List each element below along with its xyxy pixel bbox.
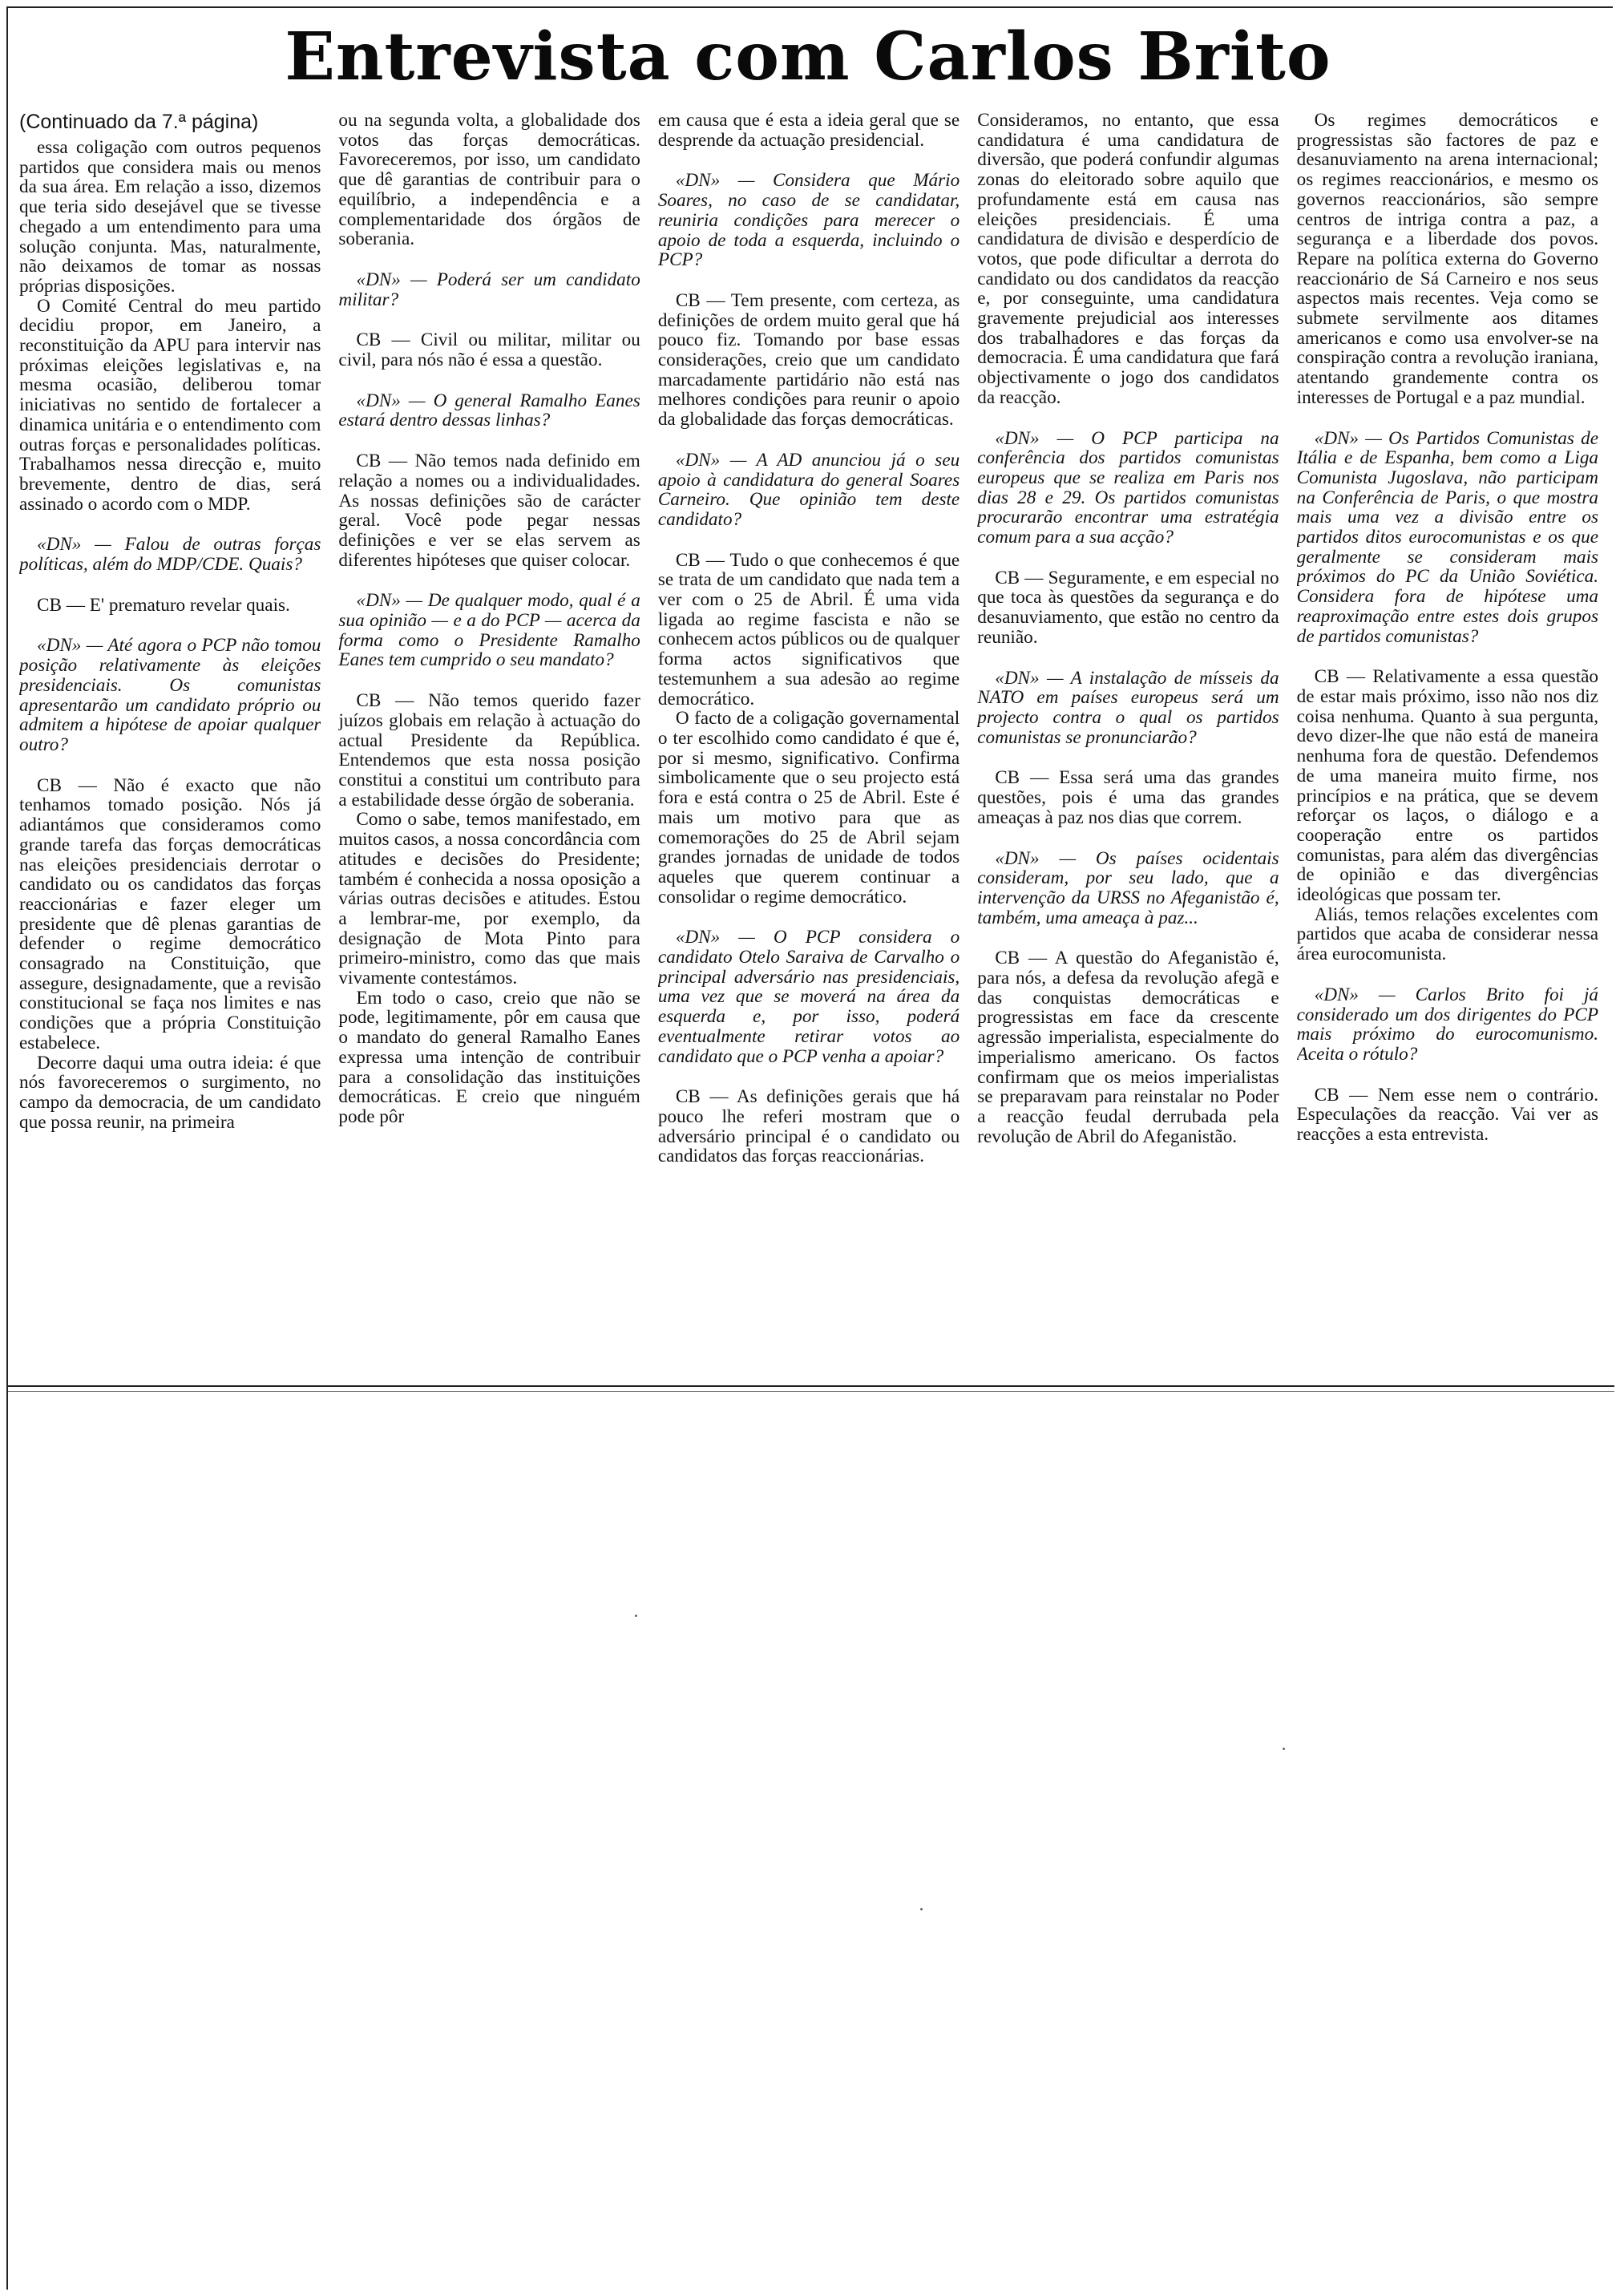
answer-paragraph: CB — Essa será uma das grandes questões, pois é uma das grandes ameaças à paz nos dias que correm. [977, 767, 1279, 828]
answer-paragraph: Os regimes democráticos e progressistas são factores de paz e desanuviamento na arena internacional; os regimes reaccionários, e mesmo os governos reaccionários, são sempre centros de intriga contra a paz, a segurança e a liberdade dos povos. Repare na política externa do Governo reaccionário de Sá Carneiro e nos seus aspectos mais recentes. Veja como se submete servilmente aos ditames americanos e como usa envolver-se na conspiração contra a revolução iraniana, atentando grandemente contra os interesses de Portugal e a paz mundial. [1296, 111, 1599, 408]
answer-paragraph: CB — Nem esse nem o contrário. Especulações da reacção. Vai ver as reacções a esta entrevista. [1296, 1084, 1599, 1146]
answer-paragraph: CB — Tudo o que conhecemos é que se trata de um candidato que nada tem a ver com o 25 de Abril. É uma vida ligada ao regime fascista e não se conhecem actos públicos ou de qualquer forma actos significativos que testemunhem a sua adesão ao regime democrático. [657, 549, 960, 709]
answer-paragraph: CB — Não é exacto que não tenhamos tomado posição. Nós já adiantámos que consideramos como grande tarefa das forças democráticas nas eleições presidenciais derrotar o candidato ou os candidatos das forças reaccionárias e fazer eleger um presidente que dê plenas garantias de defender o regime democrático consagrado na Constituição, que assegure, designadamente, que a revisão constitucional se faça nos limites e nas condições que a própria Constituição estabelece. [19, 774, 321, 1053]
answer-paragraph: CB — Civil ou militar, militar ou civil, para nós não é essa a questão. [338, 329, 640, 371]
interview-question: «DN» — O general Ramalho Eanes estará dentro dessas linhas? [338, 390, 640, 431]
interview-question: «DN» — Os países ocidentais consideram, por seu lado, que a intervenção da URSS no Afeganistão é, também, uma ameaça à paz... [977, 847, 1279, 928]
article-title: Entrevista com Carlos Brito [285, 18, 1331, 95]
interview-question: «DN» — O PCP participa na conferência dos partidos comunistas europeus que se realiza em Paris nos dias 28 e 29. Os partidos comunistas procurarão encontrar uma estratégia comum para a sua acção? [977, 427, 1279, 548]
scan-speck [1283, 1748, 1285, 1750]
interview-question: «DN» — Poderá ser um candidato militar? [338, 269, 640, 310]
answer-paragraph: Como o sabe, temos manifestado, em muitos casos, a nossa concordância com atitudes e decisões do Presidente; também é conhecida a nossa oposição a várias outras decisões e atitudes. Estou a lembrar-me, por exemplo, da designação de Mota Pinto para primeiro-ministro, como das que mais vivamente contestámos. [338, 809, 640, 989]
answer-paragraph: CB — Seguramente, e em especial no que toca às questões da segurança e do desanuviamento, que estão no centro da reunião. [977, 567, 1279, 648]
answer-paragraph: O facto de a coligação governamental o ter escolhido como candidato é que é, por si mesmo, significativo. Confirma simbolicamente que o seu projecto está fora e está contra o 25 de Abril. Este é mais um motivo para que as comemorações do 25 de Abril sejam grandes jornadas de unidade de todos aqueles que querem continuar a consolidar o regime democrático. [657, 708, 960, 907]
column-3 [658, 111, 960, 1371]
answer-paragraph: Aliás, temos relações excelentes com partidos que acaba de considerar nessa área eurocomunista. [1296, 903, 1599, 965]
answer-paragraph: Decorre daqui uma outra ideia: é que nós favoreceremos o surgimento, no campo da democracia, de um candidato que possa reunir, na primeira [19, 1052, 321, 1133]
column-1 [19, 111, 321, 1371]
answer-paragraph: em causa que é esta a ideia geral que se desprende da actuação presidencial. [657, 111, 960, 151]
column-2 [338, 111, 640, 1371]
article-bottom-rule [8, 1385, 1614, 1387]
interview-question: «DN» — Os Partidos Comunistas de Itália e de Espanha, bem como a Liga Comunista Jugoslava, não participam na Conferência de Paris, o que mostra mais uma vez a divisão entre os partidos ditos eurocomunistas e os que geralmente se consideram mais próximos do PC da União Soviética. Considera fora de hipótese uma reaproximação entre estes dois grupos de partidos comunistas? [1296, 427, 1599, 647]
page-top-border [6, 6, 1613, 8]
article-bottom-rule-thin [8, 1391, 1614, 1392]
answer-paragraph: CB — E' prematuro revelar quais. [37, 594, 290, 616]
answer-paragraph: CB — Relativamente a essa questão de estar mais próximo, isso não nos diz coisa nenhuma. Quanto à sua pergunta, devo dizer-lhe que não está de maneira nenhuma fora de questão. Defendemos de uma maneira muito firme, nos princípios e na prática, que se devem reforçar os laços, o diálogo e a cooperação entre os partidos comunistas, para além das divergências de opinião e das divergências ideológicas que possam ter. [1296, 666, 1599, 906]
interview-question: «DN» — De qualquer modo, qual é a sua opinião — e a do PCP — acerca da forma como o Presidente Ramalho Eanes tem cumprido o seu mandato? [338, 590, 640, 671]
answer-paragraph: Em todo o caso, creio que não se pode, legitimamente, pôr em causa que o mandato do general Ramalho Eanes expressa uma intenção de contribuir para a consolidação das instituições democráticas. E creio que ninguém pode pôr [338, 987, 640, 1127]
interview-question: «DN» — O PCP considera o candidato Otelo Saraiva de Carvalho o principal adversário nas presidenciais, uma vez que se moverá na área da esquerda e, por isso, poderá eventualmente retirar votos ao candidato que o PCP venha a apoiar? [657, 927, 960, 1067]
continued-from-note: (Continuado da 7.ª página) [19, 111, 259, 133]
column-4 [977, 111, 1279, 1371]
scan-speck [920, 1908, 923, 1910]
answer-paragraph: Consideramos, no entanto, que essa candidatura é uma candidatura de diversão, que poderá confundir algumas zonas do eleitorado sobre aquilo que profundamente está em causa nas eleições presidenciais. É uma candidatura de divisão e desperdício de votos, que pode dificultar a derrota do candidato ou dos candidatos da reacção e, por conseguinte, uma candidatura gravemente prejudicial aos interesses dos trabalhadores e das forças da democracia. É uma candidatura que fará objectivamente o jogo dos candidatos da reacção. [977, 111, 1279, 408]
answer-paragraph: CB — Não temos nada definido em relação a nomes ou a individualidades. As nossas definições são de carácter geral. Você pode pegar nessas definições e ver se elas servem as diferentes hipóteses que quiser colocar. [338, 451, 640, 571]
interview-question: «DN» — Considera que Mário Soares, no caso de se candidatar, reuniria condições para merecer o apoio de toda a esquerda, incluindo o PCP? [657, 170, 960, 271]
answer-paragraph: CB — Tem presente, com certeza, as definições de ordem muito geral que há pouco fiz. Tomando por base essas considerações, creio que um candidato marcadamente partidário não está nas melhores condições para reunir o apoio da globalidade das forças democráticas. [657, 289, 960, 430]
answer-paragraph: CB — As definições gerais que há pouco lhe referi mostram que o adversário principal é o candidato ou candidatos das forças reaccionárias. [657, 1086, 960, 1167]
scan-speck [635, 1615, 637, 1617]
interview-question: «DN» — A instalação de mísseis da NATO em países europeus será um projecto contra o qual os partidos comunistas se pronunciarão? [977, 667, 1279, 748]
interview-question: «DN» — Falou de outras forças políticas, além do MDP/CDE. Quais? [19, 534, 321, 576]
answer-paragraph: CB — A questão do Afeganistão é, para nós, a defesa da revolução afegã e das conquistas democráticas e progressistas em face da crescente agressão imperialista, especialmente do imperialismo americano. Os factos confirmam que os meios imperialistas se preparavam para reinstalar no Poder a reacção feudal derrubada pela revolução de Abril do Afeganistão. [977, 948, 1279, 1147]
answer-paragraph: ou na segunda volta, a globalidade dos votos das forças democráticas. Favoreceremos, por isso, um candidato que dê garantias de contribuir para o equilíbrio, a independência e a complementaridade dos órgãos de soberania. [338, 111, 640, 250]
page-left-border [6, 6, 8, 2290]
interview-question: «DN» — Até agora o PCP não tomou posição relativamente às eleições presidenciais. Os comunistas apresentarão um candidato próprio ou admitem a hipótese de apoiar qualquer outro? [19, 635, 321, 755]
interview-question: «DN» — A AD anunciou já o seu apoio à candidatura do general Soares Carneiro. Que opinião tem deste candidato? [657, 449, 960, 530]
column-5 [1297, 111, 1598, 1371]
answer-paragraph: essa coligação com outros pequenos partidos que considera mais ou menos da sua área. Em relação a isso, dizemos que teria sido desejável que se tivesse chegado a um entendimento para uma solução conjunta. Mas, naturalmente, não deixamos de tomar as nossas próprias disposições. [19, 137, 321, 297]
article-columns [19, 111, 1598, 1371]
interview-question: «DN» — Carlos Brito foi já considerado um dos dirigentes do PCP mais próximo do eurocomunismo. Aceita o rótulo? [1296, 984, 1599, 1065]
answer-paragraph: O Comité Central do meu partido decidiu propor, em Janeiro, a reconstituição da APU para intervir nas próximas eleições legislativas e, na mesma ocasião, deliberou tomar iniciativas no sentido de fortalecer a dinamica unitária e o entendimento com outras forças e personalidades políticas. Trabalhamos nessa direcção e, muito brevemente, dentro de dias, será assinado o acordo com o MDP. [19, 295, 321, 515]
answer-paragraph: CB — Não temos querido fazer juízos globais em relação à actuação do actual Presidente da República. Entendemos que esta nossa posição constitui a constitui um contributo para a estabilidade desse órgão de soberania. [338, 690, 640, 810]
